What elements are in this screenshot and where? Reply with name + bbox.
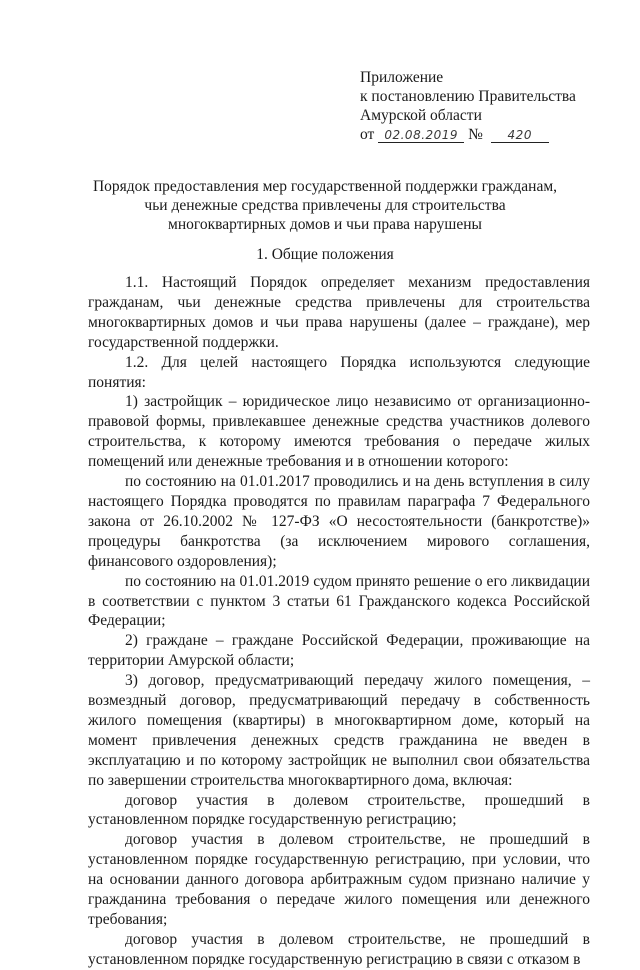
paragraph: 1.2. Для целей настоящего Порядка используются следующие понятия: bbox=[88, 353, 590, 391]
appendix-heading: Приложение bbox=[360, 69, 444, 86]
document-title bbox=[60, 177, 590, 234]
section-title: 1. Общие положения bbox=[256, 246, 394, 263]
appendix-decree-line: к постановлению Правительства bbox=[360, 88, 576, 105]
title-line: многоквартирных домов и чьи права нарушены bbox=[168, 216, 482, 233]
paragraph: договор участия в долевом строительстве, не прошедший в установленном порядке государственную регистрацию в связи с отказом в bbox=[88, 930, 590, 968]
appendix-date-line bbox=[360, 125, 576, 144]
paragraph: 3) договор, предусматривающий передачу жилого помещения, – возмездный договор, предусматривающий передачу в собственность жилого помещения (квартиры) в многоквартирном доме, который на момент привлечения денежных средств гражданина не введен в эксплуатацию и по которому застройщик не выполнил свои обязательства по завершении строительства многоквартирного дома, включая: bbox=[88, 672, 590, 789]
paragraph: 1) застройщик – юридическое лицо независимо от организационно-правовой формы, привлекавшее денежные средства участников долевого строительства, к которому имеются требования о передаче жилых помещений или денежные требования и в отношении которого: bbox=[88, 393, 590, 471]
handwritten-number: 420 bbox=[491, 128, 549, 143]
paragraph: по состоянию на 01.01.2019 судом принято решение о его ликвидации в соответствии с пунктом 3 статьи 61 Гражданского кодекса Российской Федерации; bbox=[88, 572, 590, 630]
paragraph: договор участия в долевом строительстве, не прошедший в установленном порядке государственную регистрацию, при условии, что на основании данного договора арбитражным судом признано наличие у гражданина требования о передаче жилого помещения или денежного требования; bbox=[88, 831, 590, 928]
appendix-block bbox=[360, 68, 576, 144]
paragraph: 1.1. Настоящий Порядок определяет механизм предоставления гражданам, чьи денежные средства привлечены для строительства многоквартирных домов и чьи права нарушены (далее – граждане), мер государственной поддержки. bbox=[88, 274, 590, 351]
paragraph: 2) граждане – граждане Российской Федерации, проживающие на территории Амурской области; bbox=[88, 632, 590, 670]
number-label: № bbox=[468, 126, 483, 143]
title-line: Порядок предоставления мер государственной поддержки гражданам, bbox=[92, 178, 558, 195]
title-line: чьи денежные средства привлечены для строительства bbox=[144, 197, 506, 214]
paragraph: договор участия в долевом строительстве, прошедший в установленном порядке государственную регистрацию; bbox=[88, 791, 590, 829]
from-label: от bbox=[360, 126, 375, 143]
handwritten-date: 02.08.2019 bbox=[378, 128, 464, 143]
paragraph: по состоянию на 01.01.2017 проводились и на день вступления в силу настоящего Порядка проводятся по правилам параграфа 7 Федерального закона от 26.10.2002 № 127-ФЗ «О несостоятельности (банкротстве)» процедуры банкротства (за исключением мирового соглашения, финансового оздоровления); bbox=[88, 473, 590, 570]
appendix-region-line: Амурской области bbox=[360, 107, 482, 124]
document-body bbox=[88, 273, 590, 970]
